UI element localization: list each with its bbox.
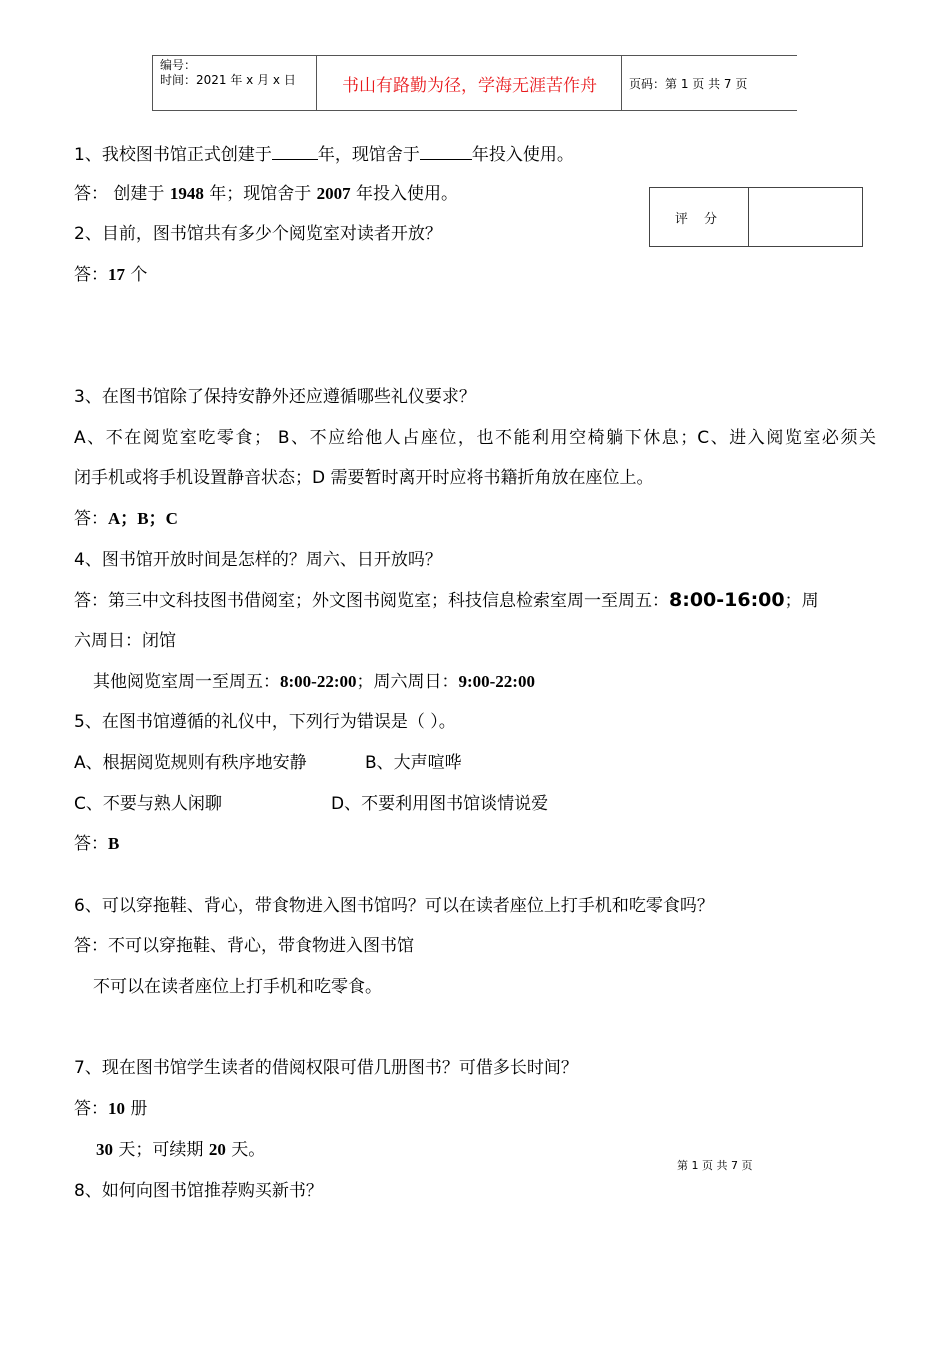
blank-2 xyxy=(420,142,472,160)
question-5-option-c: C、不要与熟人闲聊 xyxy=(74,794,222,814)
answer-3 xyxy=(74,508,178,530)
answer-7-renew: 20 xyxy=(208,1140,226,1159)
answer-4-line-3 xyxy=(93,671,535,693)
blank-1 xyxy=(272,142,318,160)
answer-7-prefix: 答： xyxy=(74,1099,108,1119)
page-footer: 第 1 页 共 7 页 xyxy=(677,1159,753,1172)
answer-4-line-2: 六周日：闭馆 xyxy=(74,631,176,651)
question-7: 7、现在图书馆学生读者的借阅权限可借几册图书？可借多长时间？ xyxy=(74,1058,578,1078)
answer-4-line-3-text-b: ；周六周日： xyxy=(356,672,459,692)
answer-4-line-1 xyxy=(74,589,819,612)
question-5: 5、在图书馆遵循的礼仪中，下列行为错误是（ ）。 xyxy=(74,712,456,732)
score-label: 评 分 xyxy=(674,211,724,227)
time-label: 时间：2021 年 x 月 x 日 xyxy=(160,73,296,87)
question-4: 4、图书馆开放时间是怎样的？周六、日开放吗？ xyxy=(74,550,442,570)
question-1-prefix: 1、我校图书馆正式创建于 xyxy=(74,145,272,165)
answer-1-text-a: 答： 创建于 xyxy=(74,184,170,204)
answer-5 xyxy=(74,833,119,855)
question-5-option-a: A、根据阅览规则有秩序地安静 xyxy=(74,753,307,773)
question-6: 6、可以穿拖鞋、背心，带食物进入图书馆吗？可以在读者座位上打手机和吃零食吗？ xyxy=(74,896,714,916)
number-label: 编号： xyxy=(160,58,197,72)
question-3-options-line-2: 闭手机或将手机设置静音状态；D 需要暂时离开时应将书籍折角放在座位上。 xyxy=(74,468,654,488)
answer-7-books: 10 xyxy=(108,1099,125,1118)
question-8: 8、如何向图书馆推荐购买新书？ xyxy=(74,1181,323,1201)
answer-5-value: B xyxy=(108,834,120,853)
answer-6-line-1: 答：不可以穿拖鞋、背心，带食物进入图书馆 xyxy=(74,936,414,956)
question-3-options-line-1: A、不在阅览室吃零食； B、不应给他人占座位，也不能利用空椅躺下休息；C、进入阅览室必须关 xyxy=(74,428,876,448)
question-5-option-d: D、不要利用图书馆谈情说爱 xyxy=(331,794,549,814)
answer-7-line-1 xyxy=(74,1098,147,1120)
question-1 xyxy=(74,142,574,166)
motto: 书山有路勤为径，学海无涯苦作舟 xyxy=(342,75,597,96)
answer-7-days: 30 xyxy=(96,1140,113,1159)
answer-3-prefix: 答： xyxy=(74,509,108,529)
answer-4-line-3-text-a: 其他阅览室周一至周五： xyxy=(93,672,280,692)
answer-5-prefix: 答： xyxy=(74,834,108,854)
answer-1-text-c: 年投入使用。 xyxy=(350,184,459,204)
answer-2 xyxy=(74,264,147,286)
header-table xyxy=(152,55,797,111)
answer-1-text-b: 年；现馆舍于 xyxy=(203,184,317,204)
answer-2-value: 17 xyxy=(108,265,125,284)
answer-4-line-3-time-weekday: 8:00-22:00 xyxy=(280,672,357,691)
answer-2-prefix: 答： xyxy=(74,265,108,285)
page-label: 页码：第 1 页 共 7 页 xyxy=(629,76,748,91)
answer-7-days-unit: 天；可续期 xyxy=(113,1140,209,1160)
answer-1 xyxy=(74,183,458,205)
answer-7-renew-unit: 天。 xyxy=(225,1140,266,1160)
header-info-cell xyxy=(160,58,296,88)
answer-1-year-founded: 1948 xyxy=(169,184,204,203)
question-5-option-b: B、大声喧哗 xyxy=(365,753,462,773)
answer-2-suffix: 个 xyxy=(125,265,148,285)
answer-4-line-1-text: 答：第三中文科技图书借阅室；外文图书阅览室；科技信息检索室周一至周五： xyxy=(74,591,669,611)
question-1-mid: 年，现馆舍于 xyxy=(317,145,420,165)
answer-4-line-1-suffix: ；周 xyxy=(784,591,819,611)
answer-3-value: A；B；C xyxy=(108,509,178,528)
score-box xyxy=(649,187,863,247)
answer-7-books-unit: 册 xyxy=(125,1099,148,1119)
answer-4-line-1-time: 8:00-16:00 xyxy=(669,589,785,611)
answer-1-year-building: 2007 xyxy=(316,184,351,203)
score-divider xyxy=(748,188,749,246)
question-2: 2、目前，图书馆共有多少个阅览室对读者开放？ xyxy=(74,224,442,244)
answer-4-line-3-time-weekend: 9:00-22:00 xyxy=(458,672,535,691)
answer-6-line-2: 不可以在读者座位上打手机和吃零食。 xyxy=(93,977,382,997)
answer-7-line-2 xyxy=(96,1139,265,1161)
header-divider-left xyxy=(152,55,153,111)
question-1-suffix: 年投入使用。 xyxy=(471,145,574,165)
question-3: 3、在图书馆除了保持安静外还应遵循哪些礼仪要求？ xyxy=(74,387,476,407)
